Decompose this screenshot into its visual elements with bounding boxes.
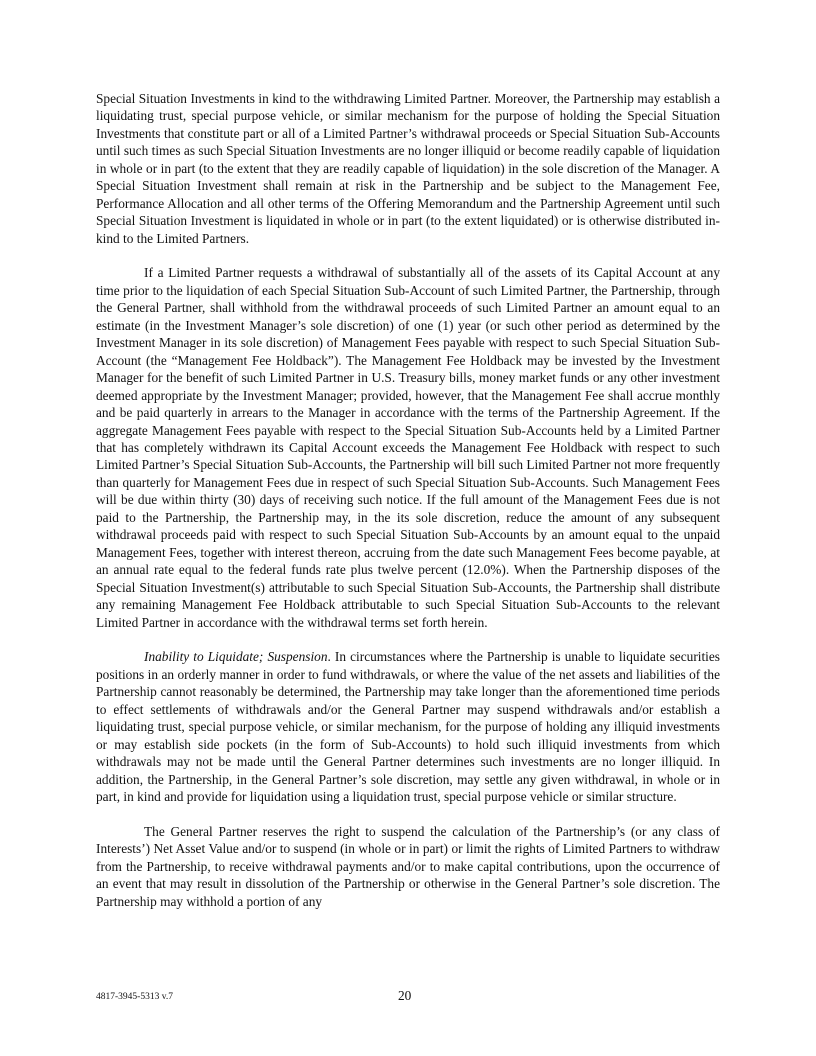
paragraph-text: The General Partner reserves the right to suspend the calculation of the Partnership’s (or any class of Interests’) Net Asset Value and/or to suspend (in whole or in part) or limit the rights of Limited Partners to withdraw from the Partnership, to receive withdrawal payments and/or to make capital contributions, upon the occurrence of an event that may result in dissolution of the Partnership or otherwise in the General Partner’s sole discretion. The Partnership may withhold a portion of any	[96, 823, 720, 909]
paragraph-text: . In circumstances where the Partnership is unable to liquidate securities positions in an orderly manner in order to fund withdrawals, or where the value of the net assets and liabilities of the Partnership cannot reasonably be determined, the Partnership may take longer than the aforementioned time periods to effect settlements of withdrawals and/or the General Partner may suspend withdrawals and/or establish a liquidating trust, special purpose vehicle, or similar mechanism, for the purpose of holding any illiquid investments or may establish side pockets (in the form of Sub-Accounts) to hold such illiquid investments from which withdrawals may not be made until the General Partner determines such investments are no longer illiquid. In addition, the Partnership, in the General Partner’s sole discretion, may settle any given withdrawal, in whole or in part, in kind and provide for liquidation using a liquidation trust, special purpose vehicle or similar structure.	[96, 649, 720, 804]
paragraph-text: Special Situation Investments in kind to the withdrawing Limited Partner. Moreover, the Partnership may establish a liquidating trust, special purpose vehicle, or similar mechanism for the purpose of holding the Special Situation Investments that constitute part or all of a Limited Partner’s withdrawal proceeds or Special Situation Sub-Accounts until such times as such Special Situation Investments are no longer illiquid or become readily capable of liquidation in whole or in part (to the extent that they are readily capable of liquidation) in the sole discretion of the Manager. A Special Situation Investment shall remain at risk in the Partnership and be subject to the Management Fee, Performance Allocation and all other terms of the Offering Memorandum and the Partnership Agreement until such Special Situation Investment is liquidated in whole or in part (to the extent liquidated) or is otherwise distributed in-kind to the Limited Partners.	[96, 91, 720, 246]
paragraph-inability-to-liquidate	[96, 648, 720, 805]
paragraph-suspension-rights	[96, 823, 720, 910]
document-body	[96, 90, 720, 928]
paragraph-special-situation-investments	[96, 90, 720, 247]
page-number: 20	[398, 988, 412, 1003]
footer-document-id: 4817-3945-5313 v.7	[96, 992, 173, 1002]
paragraph-text: If a Limited Partner requests a withdrawal of substantially all of the assets of its Capital Account at any time prior to the liquidation of each Special Situation Sub-Account of such Limited Partner, the Partnership, through the General Partner, shall withhold from the withdrawal proceeds of such Limited Partner an amount equal to an estimate (in the Investment Manager’s sole discretion) of one (1) year (or such other period as determined by the Investment Manager in its sole discretion) of Management Fees payable with respect to such Special Situation Sub-Account (the “Management Fee Holdback”). The Management Fee Holdback may be invested by the Investment Manager for the benefit of such Limited Partner in U.S. Treasury bills, money market funds or any other investment deemed appropriate by the Investment Manager; provided, however, that the Management Fee shall accrue monthly and be paid quarterly in arrears to the Manager in accordance with the terms of the Partnership Agreement. If the aggregate Management Fees payable with respect to the Special Situation Sub-Accounts held by a Limited Partner that has completely withdrawn its Capital Account exceeds the Management Fee Holdback with respect to such Limited Partner’s Special Situation Sub-Accounts, the Partnership will bill such Limited Partner not more frequently than quarterly for Management Fees due in respect of such Special Situation Sub-Accounts. Such Management Fees will be due within thirty (30) days of receiving such notice. If the full amount of the Management Fees due is not paid to the Partnership, the Partnership may, in the its sole discretion, reduce the amount of any subsequent withdrawal proceeds paid with respect to such Special Situation Sub-Accounts by an amount equal to the unpaid Management Fees, together with interest thereon, accruing from the date such Management Fees become payable, at an annual rate equal to the federal funds rate plus twelve percent (12.0%). When the Partnership disposes of the Special Situation Investment(s) attributable to such Special Situation Sub-Accounts, the Partnership shall distribute any remaining Management Fee Holdback attributable to such Special Situation Sub-Accounts to the relevant Limited Partner in accordance with the withdrawal terms set forth herein.	[96, 265, 720, 630]
paragraph-management-fee-holdback	[96, 264, 720, 631]
section-heading: Inability to Liquidate; Suspension	[144, 649, 328, 665]
